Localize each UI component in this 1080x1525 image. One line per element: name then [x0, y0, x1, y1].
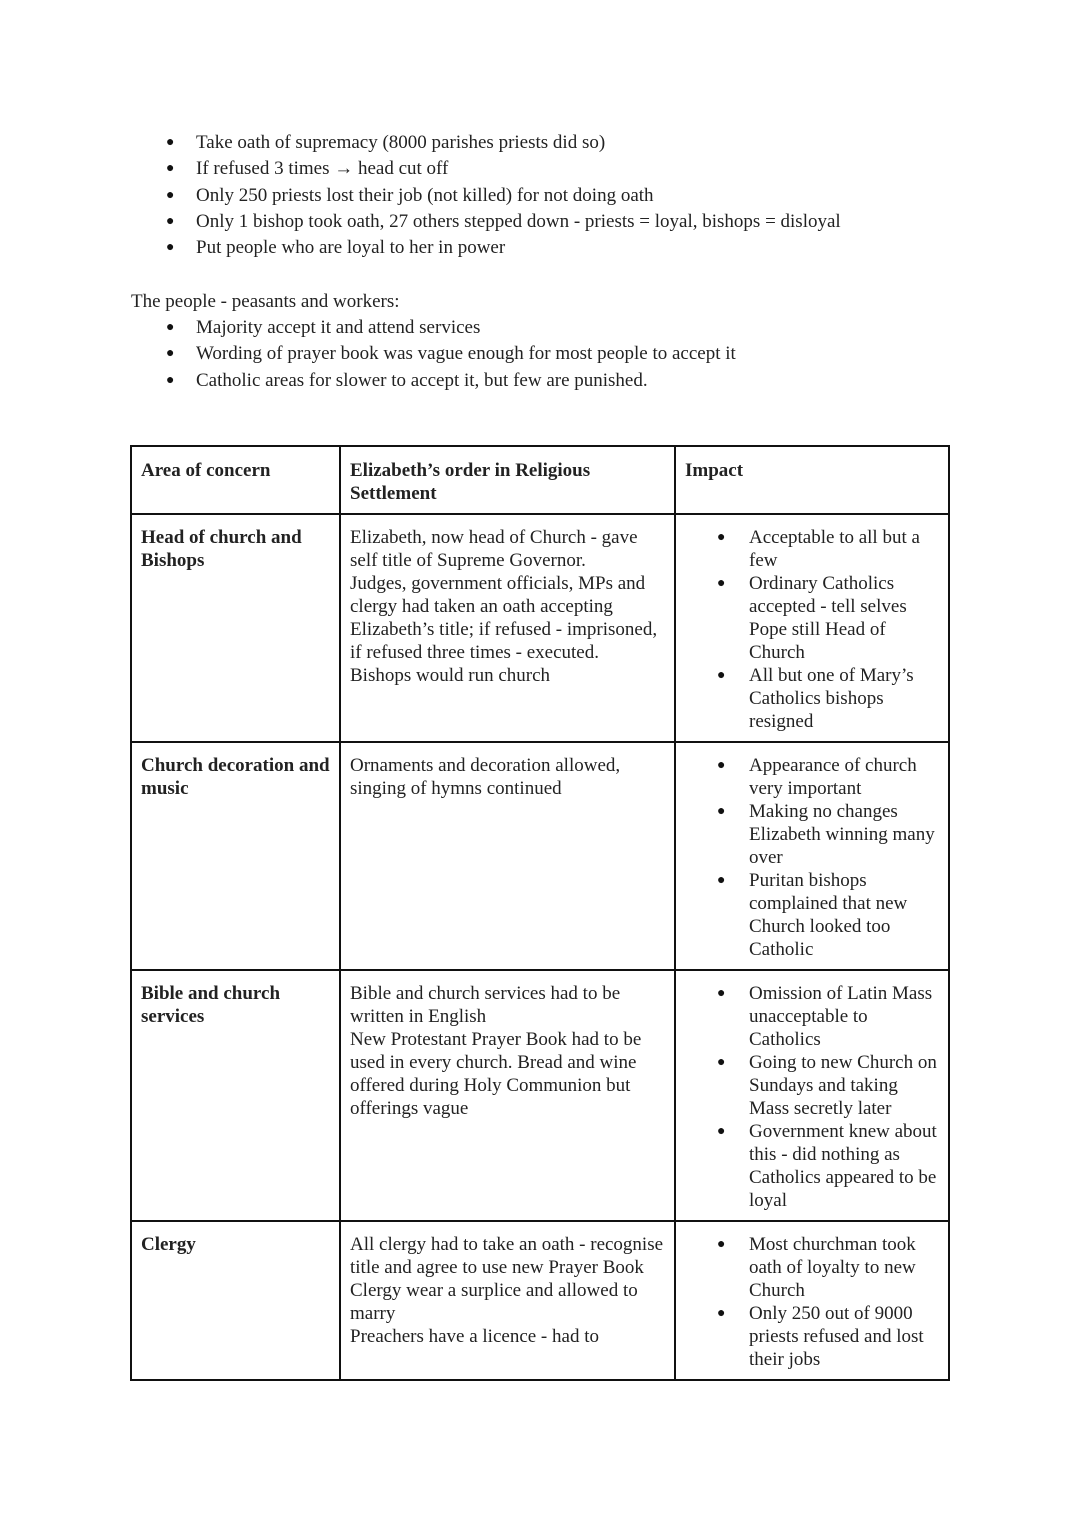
- order-line: Bishops would run church: [350, 665, 551, 686]
- order-line: Clergy wear a surplice and allowed to marry: [350, 1280, 638, 1324]
- list-item: ● Only 250 priests lost their job (not killed) for not doing oath: [196, 183, 1056, 209]
- area-cell: Church decoration and music: [131, 742, 340, 970]
- header-impact: Impact: [675, 446, 949, 514]
- header-area: Area of concern: [131, 446, 340, 514]
- header-order: Elizabeth’s order in Religious Settlement: [340, 446, 675, 514]
- table-row: [131, 742, 949, 970]
- list-item: ● Puritan bishops complained that new Church looked too Catholic: [749, 869, 939, 961]
- oath-bullet-list: [196, 130, 1056, 261]
- list-item: ● Put people who are loyal to her in power: [196, 235, 1056, 261]
- area-cell: Clergy: [131, 1221, 340, 1380]
- list-item: ● Making no changes Elizabeth winning many over: [749, 800, 939, 869]
- impact-list: [685, 754, 939, 961]
- religious-settlement-table: [130, 445, 950, 1381]
- table-header-row: [131, 446, 949, 514]
- list-item: ● If refused 3 times → head cut off: [196, 156, 1056, 182]
- table-row: [131, 1221, 949, 1380]
- impact-list: [685, 526, 939, 733]
- order-line: Preachers have a licence - had to: [350, 1326, 599, 1347]
- impact-list: [685, 1233, 939, 1371]
- area-cell: Head of church and Bishops: [131, 514, 340, 742]
- order-line: Ornaments and decoration allowed, singing of hymns continued: [350, 755, 621, 799]
- list-item: ● Only 250 out of 9000 priests refused and lost their jobs: [749, 1302, 939, 1371]
- order-line: New Protestant Prayer Book had to be used in every church. Bread and wine offered during Holy Communion but offerings vague: [350, 1029, 642, 1119]
- list-item: ● Omission of Latin Mass unacceptable to Catholics: [749, 982, 939, 1051]
- order-cell: [340, 1221, 675, 1380]
- list-item: ● Appearance of church very important: [749, 754, 939, 800]
- impact-cell: [675, 970, 949, 1221]
- table-row: [131, 970, 949, 1221]
- list-item: ● Only 1 bishop took oath, 27 others stepped down - priests = loyal, bishops = disloyal: [196, 209, 1056, 235]
- list-item: ● Take oath of supremacy (8000 parishes priests did so): [196, 130, 1056, 156]
- order-line: Bible and church services had to be written in English: [350, 983, 621, 1027]
- list-item: ● Government knew about this - did nothing as Catholics appeared to be loyal: [749, 1120, 939, 1212]
- order-cell: [340, 514, 675, 742]
- area-cell: Bible and church services: [131, 970, 340, 1221]
- list-item: ● Most churchman took oath of loyalty to new Church: [749, 1233, 939, 1302]
- list-item: ● Going to new Church on Sundays and taking Mass secretly later: [749, 1051, 939, 1120]
- order-line: All clergy had to take an oath - recognise title and agree to use new Prayer Book: [350, 1234, 664, 1278]
- table-row: [131, 514, 949, 742]
- people-bullet-list: [196, 315, 1056, 394]
- impact-cell: [675, 1221, 949, 1380]
- impact-cell: [675, 742, 949, 970]
- order-line: Elizabeth, now head of Church - gave self title of Supreme Governor.: [350, 527, 638, 571]
- order-line: Judges, government officials, MPs and clergy had taken an oath accepting Elizabeth’s title; if refused - imprisoned, if refused three times - executed.: [350, 573, 658, 663]
- list-item: ● Majority accept it and attend services: [196, 315, 1056, 341]
- people-section-heading: The people - peasants and workers:: [131, 291, 400, 312]
- list-item: ● All but one of Mary’s Catholics bishops resigned: [749, 664, 939, 733]
- list-item: ● Catholic areas for slower to accept it, but few are punished.: [196, 368, 1056, 394]
- order-cell: [340, 970, 675, 1221]
- list-item: ● Acceptable to all but a few: [749, 526, 939, 572]
- list-item: ● Wording of prayer book was vague enough for most people to accept it: [196, 341, 1056, 367]
- order-cell: [340, 742, 675, 970]
- impact-list: [685, 982, 939, 1212]
- impact-cell: [675, 514, 949, 742]
- list-item: ● Ordinary Catholics accepted - tell selves Pope still Head of Church: [749, 572, 939, 664]
